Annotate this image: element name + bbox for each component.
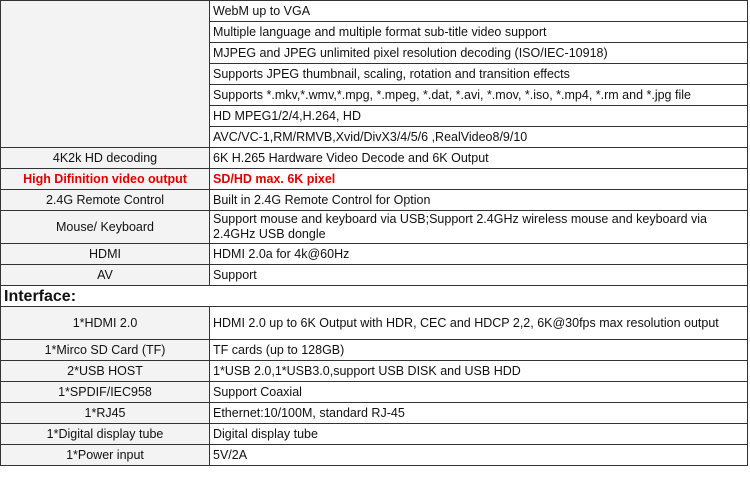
spec-label: 4K2k HD decoding [1, 148, 210, 169]
table-row [1, 340, 748, 361]
table-cell: Multiple language and multiple format sub-title video support [210, 22, 748, 43]
interface-value: Digital display tube [210, 424, 748, 445]
table-cell: Supports *.mkv,*.wmv,*.mpg, *.mpeg, *.dat, *.avi, *.mov, *.iso, *.mp4, *.rm and *.jpg file [210, 85, 748, 106]
interface-label: 1*SPDIF/IEC958 [1, 382, 210, 403]
table-row [1, 424, 748, 445]
interface-value: HDMI 2.0 up to 6K Output with HDR, CEC and HDCP 2,2, 6K@30fps max resolution output [210, 307, 748, 340]
table-cell: MJPEG and JPEG unlimited pixel resolution decoding (ISO/IEC-10918) [210, 43, 748, 64]
spec-label: AV [1, 265, 210, 286]
table-row [1, 1, 748, 22]
interface-value: Ethernet:10/100M, standard RJ-45 [210, 403, 748, 424]
table-row [1, 361, 748, 382]
table-row [1, 211, 748, 244]
spec-value: 6K H.265 Hardware Video Decode and 6K Output [210, 148, 748, 169]
spec-value: Built in 2.4G Remote Control for Option [210, 190, 748, 211]
table-row-highlight [1, 169, 748, 190]
table-cell: Supports JPEG thumbnail, scaling, rotation and transition effects [210, 64, 748, 85]
table-row [1, 190, 748, 211]
table-row [1, 265, 748, 286]
interface-value: TF cards (up to 128GB) [210, 340, 748, 361]
table-row [1, 148, 748, 169]
spec-label: Mouse/ Keyboard [1, 211, 210, 244]
spec-value: Support [210, 265, 748, 286]
table-cell: HD MPEG1/2/4,H.264, HD [210, 106, 748, 127]
interface-value: Support Coaxial [210, 382, 748, 403]
interface-label: 1*RJ45 [1, 403, 210, 424]
table-row [1, 403, 748, 424]
spec-label: High Difinition video output [1, 169, 210, 190]
interface-label: 1*Digital display tube [1, 424, 210, 445]
spec-label: 2.4G Remote Control [1, 190, 210, 211]
interface-label: 1*Mirco SD Card (TF) [1, 340, 210, 361]
interface-label: 1*Power input [1, 445, 210, 466]
table-row [1, 382, 748, 403]
interface-value: 1*USB 2.0,1*USB3.0,support USB DISK and USB HDD [210, 361, 748, 382]
section-row [1, 286, 748, 307]
table-row [1, 307, 748, 340]
spec-value: Support mouse and keyboard via USB;Support 2.4GHz wireless mouse and keyboard via 2.4GHz USB dongle [210, 211, 748, 244]
spec-value: SD/HD max. 6K pixel [210, 169, 748, 190]
interface-label: 1*HDMI 2.0 [1, 307, 210, 340]
interface-heading: Interface: [1, 286, 748, 307]
table-cell: WebM up to VGA [210, 1, 748, 22]
table-cell: AVC/VC-1,RM/RMVB,Xvid/DivX3/4/5/6 ,RealVideo8/9/10 [210, 127, 748, 148]
spec-value: HDMI 2.0a for 4k@60Hz [210, 244, 748, 265]
interface-label: 2*USB HOST [1, 361, 210, 382]
interface-value: 5V/2A [210, 445, 748, 466]
table-row [1, 244, 748, 265]
table-row [1, 445, 748, 466]
spec-label: HDMI [1, 244, 210, 265]
video-decoding-label-cell [1, 1, 210, 148]
